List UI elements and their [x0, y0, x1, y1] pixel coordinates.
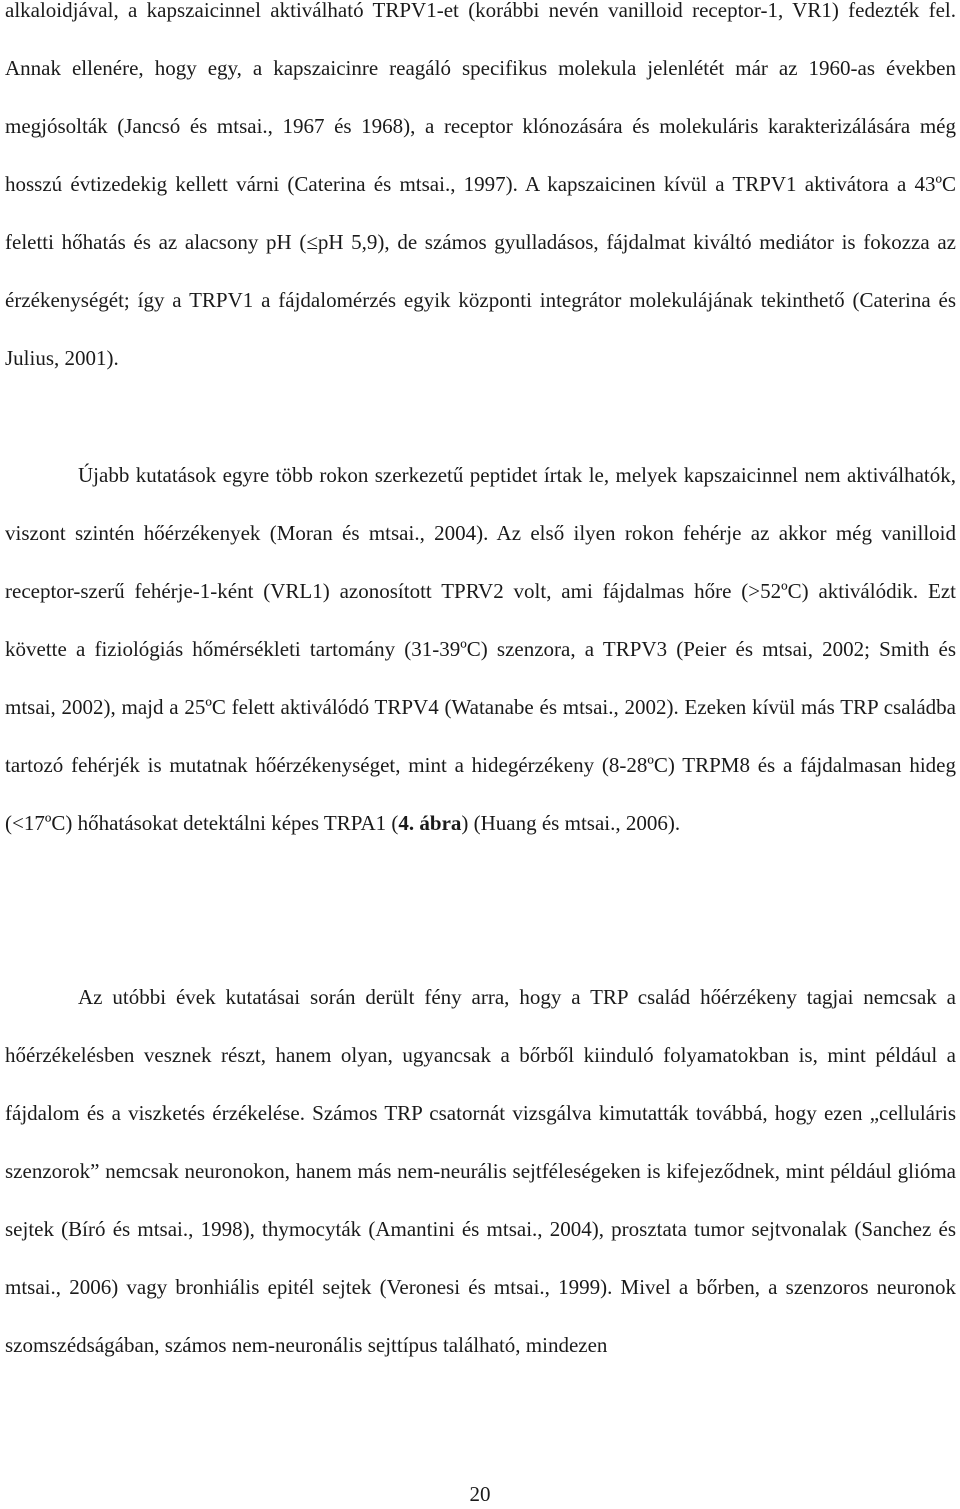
paragraph-text: ) (Huang és mtsai., 2006).	[461, 811, 681, 835]
paragraph-thermo-trp	[5, 446, 956, 852]
figure-reference: 4. ábra	[398, 811, 462, 835]
paragraph-text: Újabb kutatások egyre több rokon szerkezetű peptidet írtak le, melyek kapszaicinnel nem aktiválhatók, viszont szintén hőérzékenyek (Moran és mtsai., 2004). Az első ilyen rokon fehérje az akkor még vanilloid receptor-szerű fehérje-1-ként (VRL1) azonosított TPRV2 volt, ami fájdalmas hőre (>52ºC) aktiválódik. Ezt követte a fiziológiás hőmérsékleti tartomány (31-39ºC) szenzora, a TRPV3 (Peier és mtsai, 2002; Smith és mtsai, 2002), majd a 25ºC felett aktiválódó TRPV4 (Watanabe és mtsai., 2002). Ezeken kívül más TRP családba tartozó fehérjék is mutatnak hőérzékenységet, mint a hidegérzékeny (8-28ºC) TRPM8 és a fájdalmasan hideg (<17ºC) hőhatásokat detektálni képes TRPA1 (	[5, 463, 956, 835]
page-number: 20	[469, 1482, 491, 1506]
paragraph-trpv1-intro: alkaloidjával, a kapszaicinnel aktiválható TRPV1-et (korábbi nevén vanilloid receptor-1, VR1) fedezték fel. Annak ellenére, hogy egy, a kapszaicinre reagáló specifikus molekula jelenlétét már az 1960-as években megjósolták (Jancsó és mtsai., 1967 és 1968), a receptor klónozására és molekuláris karakterizálására még hosszú évtizedekig kellett várni (Caterina és mtsai., 1997). A kapszaicinen kívül a TRPV1 aktivátora a 43ºC feletti hőhatás és az alacsony pH (≤pH 5,9), de számos gyulladásos, fájdalmat kiváltó mediátor is fokozza az érzékenységét; így a TRPV1 a fájdalomérzés egyik központi integrátor molekulájának tekinthető (Caterina és Julius, 2001).	[5, 0, 956, 370]
paragraph-cellular-sensors: Az utóbbi évek kutatásai során derült fény arra, hogy a TRP család hőérzékeny tagjai nemcsak a hőérzékelésben vesznek részt, hanem olyan, ugyancsak a bőrből kiinduló folyamatokban is, mint például a fájdalom és a viszketés érzékelése. Számos TRP csatornát vizsgálva kimutatták továbbá, hogy ezen „celluláris szenzorok” nemcsak neuronokon, hanem más nem-neurális sejtféleségeken is kifejeződnek, mint például glióma sejtek (Bíró és mtsai., 1998), thymocyták (Amantini és mtsai., 2004), prosztata tumor sejtvonalak (Sanchez és mtsai., 2006) vagy bronhiális epitél sejtek (Veronesi és mtsai., 1999). Mivel a bőrben, a szenzoros neuronok szomszédságában, számos nem-neuronális sejttípus található, mindezen	[5, 985, 956, 1357]
